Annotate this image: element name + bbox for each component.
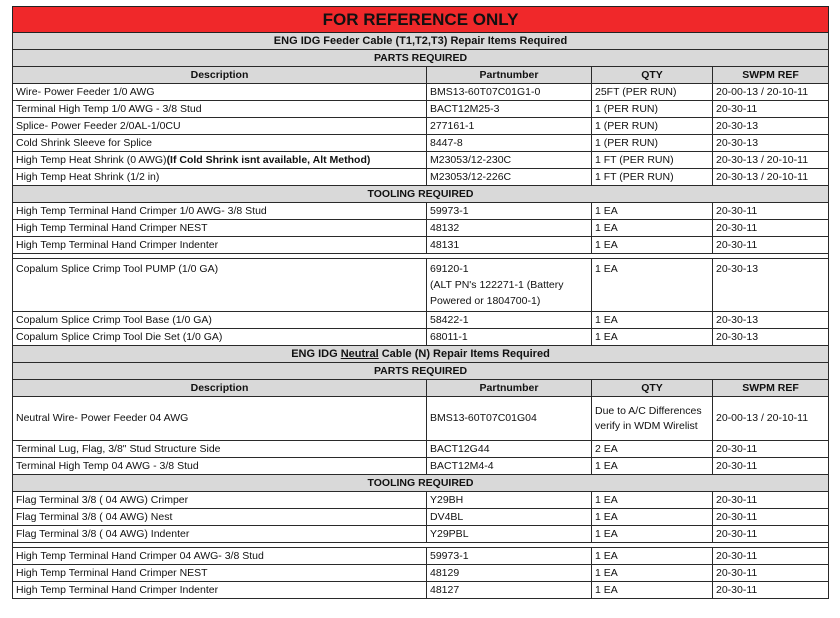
repair-items-table <box>12 6 829 599</box>
row-description: High Temp Terminal Hand Crimper 04 AWG- 3/8 Stud <box>13 548 427 565</box>
pump-pn-line-2: (ALT PN's 122271-1 (Battery <box>430 279 564 291</box>
row-description: High Temp Heat Shrink (1/2 in) <box>13 169 427 186</box>
row-swpm-ref: 20-30-11 <box>713 458 829 475</box>
feeder-title: ENG IDG Feeder Cable (T1,T2,T3) Repair Items Required <box>13 33 829 50</box>
neutral-tooling-label: TOOLING REQUIRED <box>13 475 829 492</box>
row-description: Flag Terminal 3/8 ( 04 AWG) Crimper <box>13 492 427 509</box>
row-description <box>13 152 427 169</box>
row-qty: 1 EA <box>592 548 713 565</box>
row-partnumber: BMS13-60T07C01G04 <box>427 397 592 441</box>
row-qty: 1 (PER RUN) <box>592 101 713 118</box>
row-qty <box>592 397 713 441</box>
row-swpm-ref: 20-30-11 <box>713 548 829 565</box>
row-qty: 1 EA <box>592 220 713 237</box>
row-description: Cold Shrink Sleeve for Splice <box>13 135 427 152</box>
row-qty: 25FT (PER RUN) <box>592 84 713 101</box>
row-description-text: High Temp Heat Shrink (0 AWG) <box>16 153 167 166</box>
col-qty: QTY <box>592 67 713 84</box>
row-qty: 1 EA <box>592 203 713 220</box>
banner-text: FOR REFERENCE ONLY <box>13 7 829 33</box>
row-partnumber: 68011-1 <box>427 329 592 346</box>
row-partnumber: 58422-1 <box>427 312 592 329</box>
row-qty: 1 (PER RUN) <box>592 118 713 135</box>
table-row <box>13 259 829 312</box>
row-swpm-ref: 20-30-13 <box>713 312 829 329</box>
row-swpm-ref: 20-30-13 / 20-10-11 <box>713 169 829 186</box>
row-partnumber: M23053/12-230C <box>427 152 592 169</box>
neutral-parts-heading <box>13 363 829 380</box>
row-partnumber: 48131 <box>427 237 592 254</box>
row-description: High Temp Terminal Hand Crimper NEST <box>13 565 427 582</box>
row-swpm-ref: 20-30-13 <box>713 329 829 346</box>
neutral-column-headers <box>13 380 829 397</box>
table-row <box>13 169 829 186</box>
row-swpm-ref: 20-30-13 / 20-10-11 <box>713 152 829 169</box>
row-partnumber: 277161-1 <box>427 118 592 135</box>
row-description: Wire- Power Feeder 1/0 AWG <box>13 84 427 101</box>
neutral-title <box>13 346 829 363</box>
row-qty: 1 EA <box>592 509 713 526</box>
row-description: Neutral Wire- Power Feeder 04 AWG <box>13 397 427 441</box>
table-row <box>13 118 829 135</box>
feeder-section-title <box>13 33 829 50</box>
feeder-tooling-label: TOOLING REQUIRED <box>13 186 829 203</box>
neutral-section-title <box>13 346 829 363</box>
neutral-title-a: ENG IDG <box>291 347 341 360</box>
neutral-parts-label: PARTS REQUIRED <box>13 363 829 380</box>
row-swpm-ref: 20-30-11 <box>713 492 829 509</box>
col-description: Description <box>13 380 427 397</box>
table-row <box>13 135 829 152</box>
row-description: Copalum Splice Crimp Tool PUMP (1/0 GA) <box>13 259 427 312</box>
col-swpm-ref: SWPM REF <box>713 380 829 397</box>
row-description: Splice- Power Feeder 2/0AL-1/0CU <box>13 118 427 135</box>
row-qty: 1 EA <box>592 526 713 543</box>
row-swpm-ref: 20-30-13 <box>713 118 829 135</box>
row-qty: 1 (PER RUN) <box>592 135 713 152</box>
row-swpm-ref: 20-00-13 / 20-10-11 <box>713 397 829 441</box>
table-row <box>13 312 829 329</box>
table-row <box>13 509 829 526</box>
row-swpm-ref: 20-30-11 <box>713 526 829 543</box>
row-partnumber: BACT12M4-4 <box>427 458 592 475</box>
row-qty: 1 FT (PER RUN) <box>592 169 713 186</box>
row-description: High Temp Terminal Hand Crimper Indenter <box>13 582 427 599</box>
table-row <box>13 152 829 169</box>
row-swpm-ref: 20-30-11 <box>713 203 829 220</box>
row-swpm-ref: 20-30-11 <box>713 441 829 458</box>
table-row <box>13 220 829 237</box>
row-swpm-ref: 20-30-11 <box>713 101 829 118</box>
qty-line-1: Due to A/C Differences <box>595 404 702 417</box>
row-qty: 1 EA <box>592 492 713 509</box>
row-swpm-ref: 20-30-11 <box>713 220 829 237</box>
row-partnumber: Y29PBL <box>427 526 592 543</box>
row-partnumber: BACT12M25-3 <box>427 101 592 118</box>
row-swpm-ref: 20-30-11 <box>713 582 829 599</box>
row-partnumber: 8447-8 <box>427 135 592 152</box>
row-description: High Temp Terminal Hand Crimper Indenter <box>13 237 427 254</box>
row-description-note: (If Cold Shrink isnt available, Alt Method) <box>166 153 371 166</box>
row-partnumber: 48132 <box>427 220 592 237</box>
row-description: Terminal High Temp 04 AWG - 3/8 Stud <box>13 458 427 475</box>
row-qty: 2 EA <box>592 441 713 458</box>
table-row <box>13 84 829 101</box>
feeder-column-headers <box>13 67 829 84</box>
row-swpm-ref: 20-30-11 <box>713 509 829 526</box>
feeder-parts-heading <box>13 50 829 67</box>
row-partnumber: DV4BL <box>427 509 592 526</box>
row-partnumber: 48127 <box>427 582 592 599</box>
row-partnumber: M23053/12-226C <box>427 169 592 186</box>
row-partnumber: BMS13-60T07C01G1-0 <box>427 84 592 101</box>
col-qty: QTY <box>592 380 713 397</box>
neutral-title-b: Cable (N) Repair Items Required <box>378 347 550 360</box>
row-swpm-ref: 20-30-13 <box>713 135 829 152</box>
col-swpm-ref: SWPM REF <box>713 67 829 84</box>
feeder-tooling-heading <box>13 186 829 203</box>
neutral-tooling-heading <box>13 475 829 492</box>
row-description: High Temp Terminal Hand Crimper 1/0 AWG- 3/8 Stud <box>13 203 427 220</box>
table-row <box>13 329 829 346</box>
row-qty: 1 FT (PER RUN) <box>592 152 713 169</box>
col-description: Description <box>13 67 427 84</box>
row-qty: 1 EA <box>592 458 713 475</box>
row-qty: 1 EA <box>592 582 713 599</box>
row-qty: 1 EA <box>592 237 713 254</box>
row-swpm-ref: 20-30-13 <box>713 259 829 312</box>
row-description: Flag Terminal 3/8 ( 04 AWG) Indenter <box>13 526 427 543</box>
col-partnumber: Partnumber <box>427 380 592 397</box>
row-description: Flag Terminal 3/8 ( 04 AWG) Nest <box>13 509 427 526</box>
table-row <box>13 237 829 254</box>
row-qty: 1 EA <box>592 259 713 312</box>
row-description: Copalum Splice Crimp Tool Base (1/0 GA) <box>13 312 427 329</box>
row-qty: 1 EA <box>592 329 713 346</box>
row-description: Copalum Splice Crimp Tool Die Set (1/0 GA) <box>13 329 427 346</box>
row-description: Terminal Lug, Flag, 3/8" Stud Structure Side <box>13 441 427 458</box>
table-row <box>13 565 829 582</box>
row-partnumber: 59973-1 <box>427 203 592 220</box>
reference-banner <box>13 7 829 33</box>
pump-pn-line-1: 69120-1 <box>430 263 469 275</box>
table-row <box>13 101 829 118</box>
row-swpm-ref: 20-30-11 <box>713 237 829 254</box>
table-row <box>13 441 829 458</box>
row-partnumber: Y29BH <box>427 492 592 509</box>
table-row <box>13 458 829 475</box>
row-description: Terminal High Temp 1/0 AWG - 3/8 Stud <box>13 101 427 118</box>
table-row <box>13 582 829 599</box>
reference-sheet <box>12 6 828 599</box>
table-row <box>13 492 829 509</box>
row-swpm-ref: 20-30-11 <box>713 565 829 582</box>
feeder-parts-label: PARTS REQUIRED <box>13 50 829 67</box>
row-partnumber: BACT12G44 <box>427 441 592 458</box>
row-partnumber: 59973-1 <box>427 548 592 565</box>
row-partnumber: 48129 <box>427 565 592 582</box>
row-qty: 1 EA <box>592 565 713 582</box>
table-row <box>13 526 829 543</box>
row-description: High Temp Terminal Hand Crimper NEST <box>13 220 427 237</box>
row-swpm-ref: 20-00-13 / 20-10-11 <box>713 84 829 101</box>
neutral-title-underlined: Neutral <box>340 347 379 360</box>
col-partnumber: Partnumber <box>427 67 592 84</box>
row-qty: 1 EA <box>592 312 713 329</box>
qty-line-2: verify in WDM Wirelist <box>595 419 698 432</box>
row-partnumber <box>427 259 592 312</box>
table-row <box>13 397 829 441</box>
table-row <box>13 203 829 220</box>
table-row <box>13 548 829 565</box>
pump-pn-line-3: Powered or 1804700-1) <box>430 295 541 307</box>
